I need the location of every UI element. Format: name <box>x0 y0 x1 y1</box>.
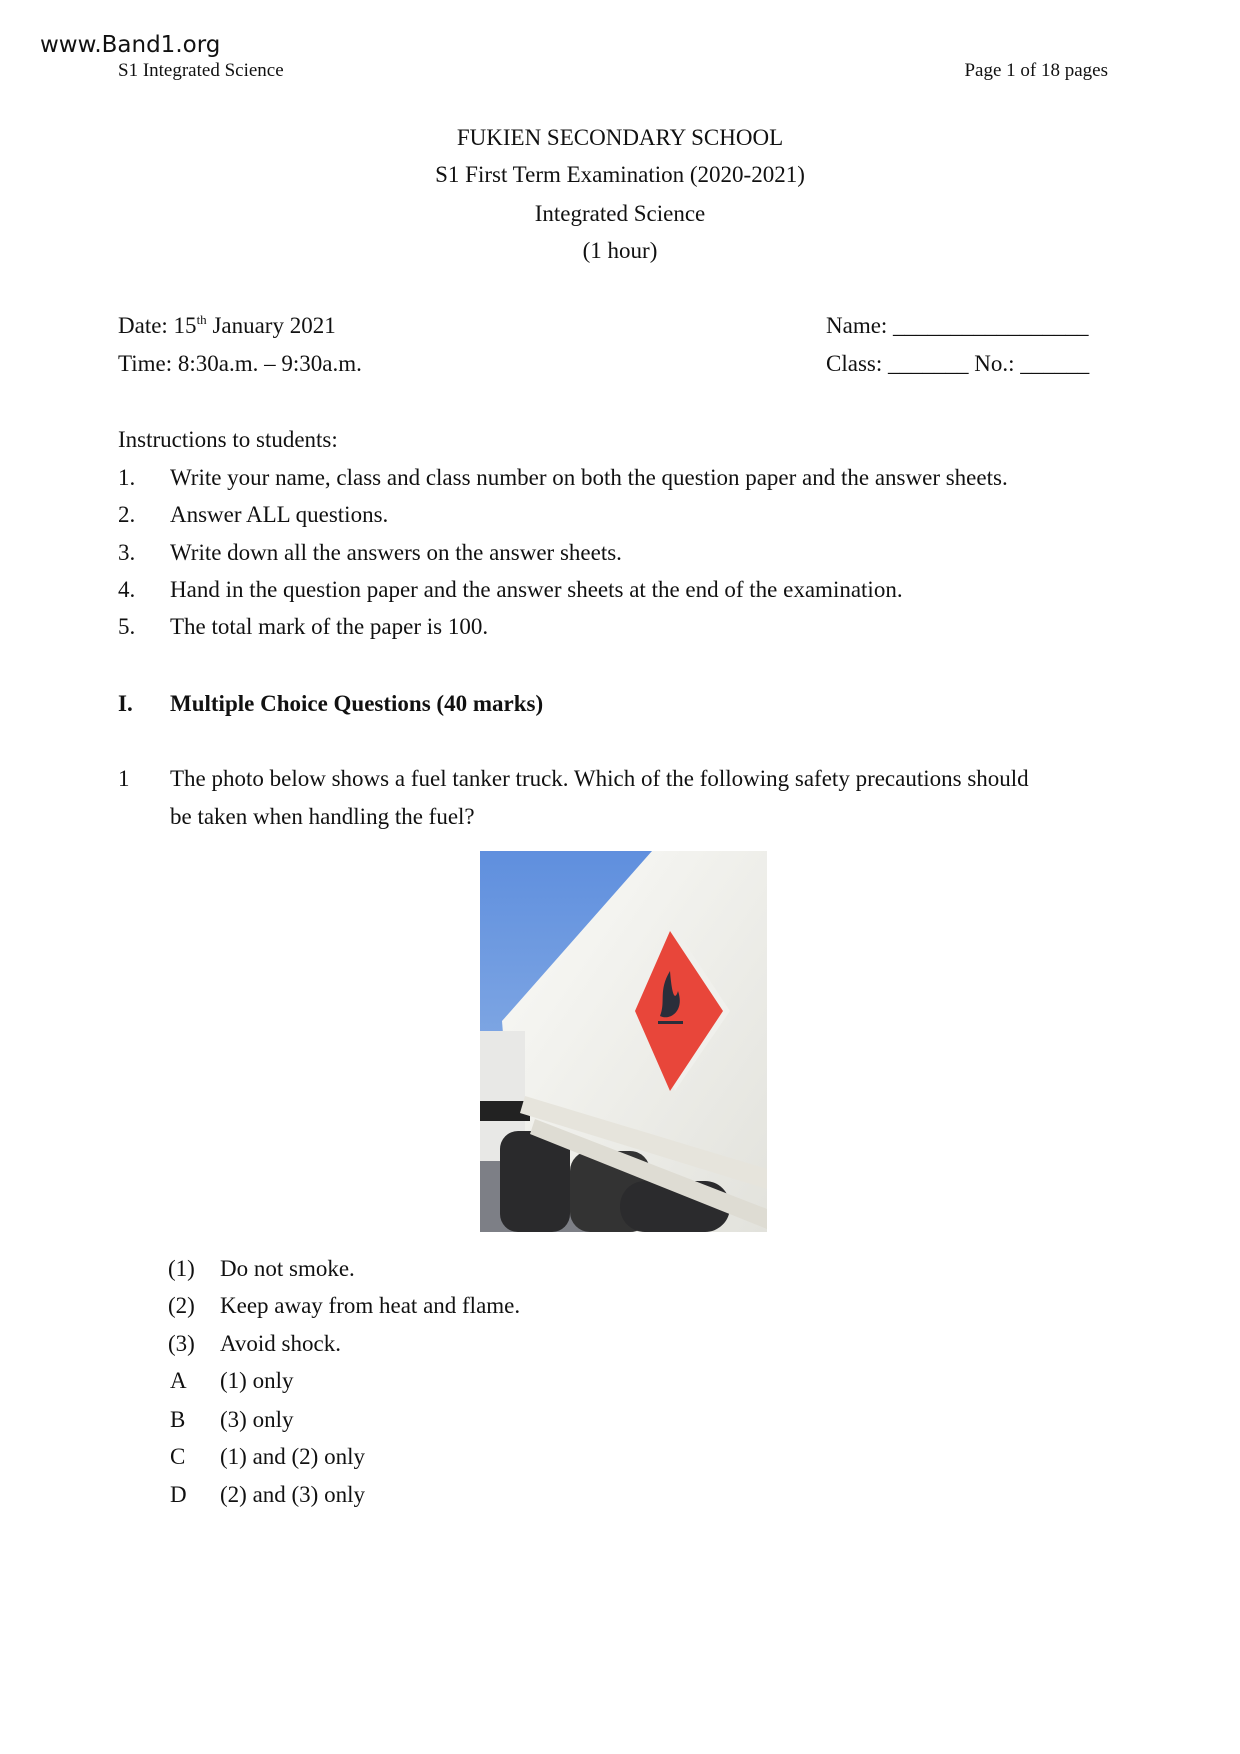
option-text: (1) only <box>220 1368 294 1393</box>
item-number: 1. <box>118 465 136 490</box>
instructions-heading: Instructions to students: <box>118 427 338 452</box>
school-name: FUKIEN SECONDARY SCHOOL <box>456 125 784 150</box>
class-number-field: Class: _______ No.: ______ <box>826 351 1090 376</box>
header-page-number: Page 1 of 18 pages <box>964 60 1108 81</box>
subject-title: Integrated Science <box>534 201 706 226</box>
item-number: 4. <box>118 577 136 602</box>
question-text: The photo below shows a fuel tanker truck. Which of the following safety precautions should <box>170 766 1029 791</box>
exam-date <box>118 312 336 340</box>
question-number: 1 <box>118 766 130 791</box>
statement-text: Avoid shock. <box>220 1331 341 1356</box>
date-month-year: January 2021 <box>206 313 336 338</box>
statement-label: (1) <box>168 1256 195 1281</box>
section-number: I. <box>118 691 133 716</box>
statement-label: (2) <box>168 1293 195 1318</box>
name-field: Name: _________________ <box>826 313 1089 338</box>
item-number: 5. <box>118 614 136 639</box>
option-label: B <box>170 1407 186 1432</box>
fuel-tanker-photo <box>480 851 767 1232</box>
option-text: (2) and (3) only <box>220 1482 365 1507</box>
item-text: Hand in the question paper and the answer sheets at the end of the examination. <box>170 577 903 602</box>
item-number: 3. <box>118 540 136 565</box>
option-label: D <box>170 1482 187 1507</box>
section-title: Multiple Choice Questions (40 marks) <box>170 691 544 716</box>
statement-text: Keep away from heat and flame. <box>220 1293 521 1318</box>
date-text: Date: 15 <box>118 313 197 338</box>
exam-title: S1 First Term Examination (2020-2021) <box>435 162 805 187</box>
statement-text: Do not smoke. <box>220 1256 355 1281</box>
option-label: A <box>170 1368 187 1393</box>
option-text: (1) and (2) only <box>220 1444 365 1469</box>
date-ordinal: th <box>196 312 207 327</box>
statement-label: (3) <box>168 1331 195 1356</box>
header-subject: S1 Integrated Science <box>118 60 284 81</box>
question-text-continued: be taken when handling the fuel? <box>170 804 475 829</box>
option-label: C <box>170 1444 186 1469</box>
exam-time: Time: 8:30a.m. – 9:30a.m. <box>118 351 362 376</box>
watermark: www.Band1.org <box>40 32 221 58</box>
item-text: Answer ALL questions. <box>170 502 389 527</box>
duration: (1 hour) <box>582 238 658 263</box>
item-text: Write your name, class and class number on both the question paper and the answer sheets. <box>170 465 1008 490</box>
item-number: 2. <box>118 502 136 527</box>
item-text: Write down all the answers on the answer sheets. <box>170 540 622 565</box>
item-text: The total mark of the paper is 100. <box>170 614 489 639</box>
option-text: (3) only <box>220 1407 294 1432</box>
